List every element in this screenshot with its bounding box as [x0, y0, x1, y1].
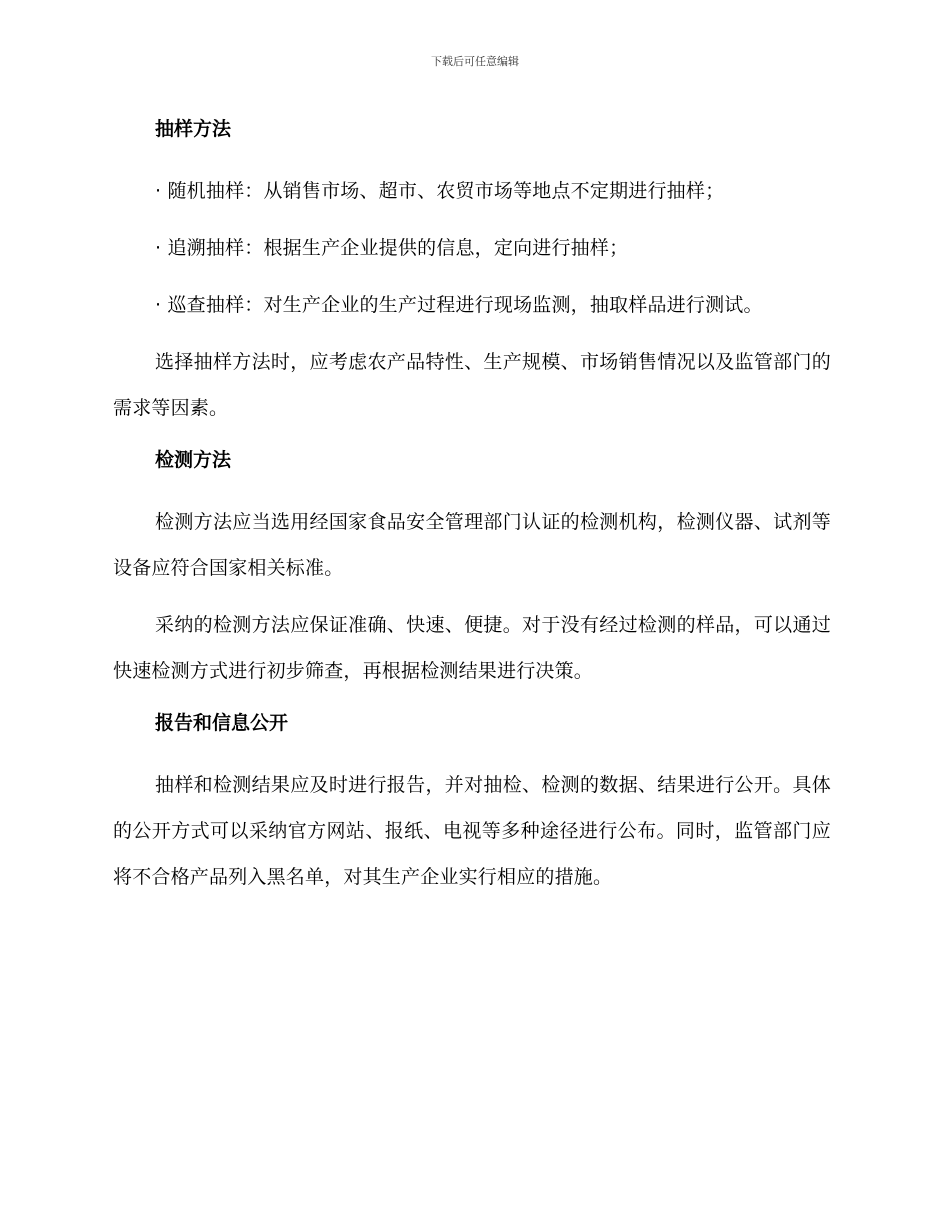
section-heading-reporting: 报告和信息公开 [155, 712, 289, 734]
document-body [113, 111, 831, 911]
section-heading-sampling: 抽样方法 [155, 118, 232, 140]
paragraph-reporting-disclosure: 抽样和检测结果应及时进行报告，并对抽检、检测的数据、结果进行公开。具体的公开方式可以采纳官方网站、报纸、电视等多种途径进行公布。同时，监管部门应将不合格产品列入黑名单，对其生产企业实行相应的措施。 [113, 774, 831, 888]
paragraph-patrol-sampling: · 巡查抽样：对生产企业的生产过程进行现场监测，抽取样品进行测试。 [155, 294, 763, 316]
paragraph-random-sampling: · 随机抽样：从销售市场、超市、农贸市场等地点不定期进行抽样； [155, 180, 725, 202]
paragraph-trace-sampling: · 追溯抽样：根据生产企业提供的信息，定向进行抽样； [155, 237, 629, 259]
paragraph-sampling-selection: 选择抽样方法时，应考虑农产品特性、生产规模、市场销售情况以及监管部门的需求等因素。 [113, 351, 831, 419]
page-header: 下载后可任意编辑 [431, 55, 519, 68]
section-heading-testing: 检测方法 [155, 449, 232, 471]
paragraph-testing-institution: 检测方法应当选用经国家食品安全管理部门认证的检测机构，检测仪器、试剂等设备应符合国家相关标准。 [113, 511, 831, 579]
paragraph-testing-requirements: 采纳的检测方法应保证准确、快速、便捷。对于没有经过检测的样品，可以通过快速检测方式进行初步筛查，再根据检测结果进行决策。 [113, 614, 831, 682]
